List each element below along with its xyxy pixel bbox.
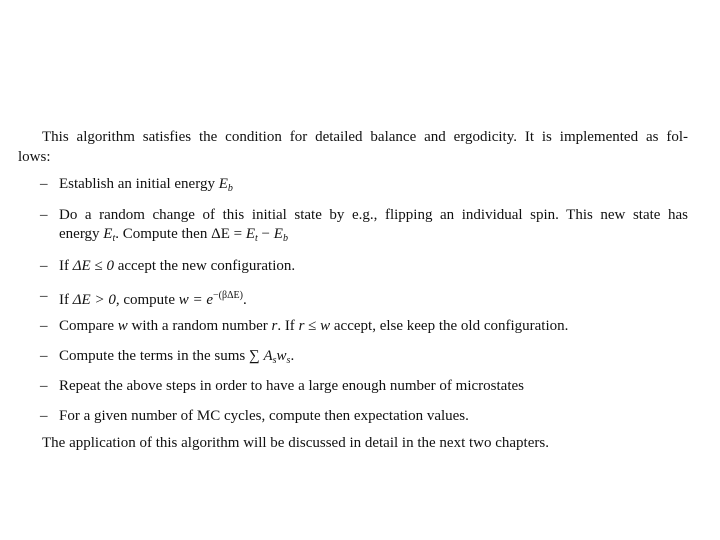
intro-line-1: This algorithm satisfies the condition for detailed balance and ergodicity. It is implemented as fol-	[42, 129, 688, 145]
list-dash: –	[40, 207, 48, 223]
list-item-text: Compare w with a random number r. If r ≤ w accept, else keep the old configuration.	[59, 318, 569, 334]
list-item-text-line-2: energy $E_t$. Compute then $\Delta E = E_t - E_b$	[59, 226, 288, 244]
list-item-text: Compute the terms in the sums ∑ $A_sw_s$.	[59, 348, 295, 366]
list-item-text: Repeat the above steps in order to have a large enough number of microstates	[59, 378, 524, 394]
list-dash: –	[40, 176, 48, 192]
list-item-text: For a given number of MC cycles, compute then expectation values.	[59, 408, 469, 424]
list-dash: –	[40, 288, 48, 304]
list-dash: –	[40, 408, 48, 424]
outro-paragraph: The application of this algorithm will be discussed in detail in the next two chapters.	[42, 435, 549, 451]
list-dash: –	[40, 258, 48, 274]
list-dash: –	[40, 348, 48, 364]
intro-line-2: lows:	[18, 149, 51, 165]
list-item-text: If ΔE > 0, compute $w = e^{-(\beta\Delta E)}$.	[59, 290, 247, 308]
list-dash: –	[40, 378, 48, 394]
list-dash: –	[40, 318, 48, 334]
list-item-text-line-1: Do a random change of this initial state by e.g., flipping an individual spin. This new state has	[59, 207, 688, 223]
list-item-text: Establish an initial energy $E_b$	[59, 176, 233, 194]
list-item-text: If ΔE ≤ 0 accept the new configuration.	[59, 258, 296, 274]
